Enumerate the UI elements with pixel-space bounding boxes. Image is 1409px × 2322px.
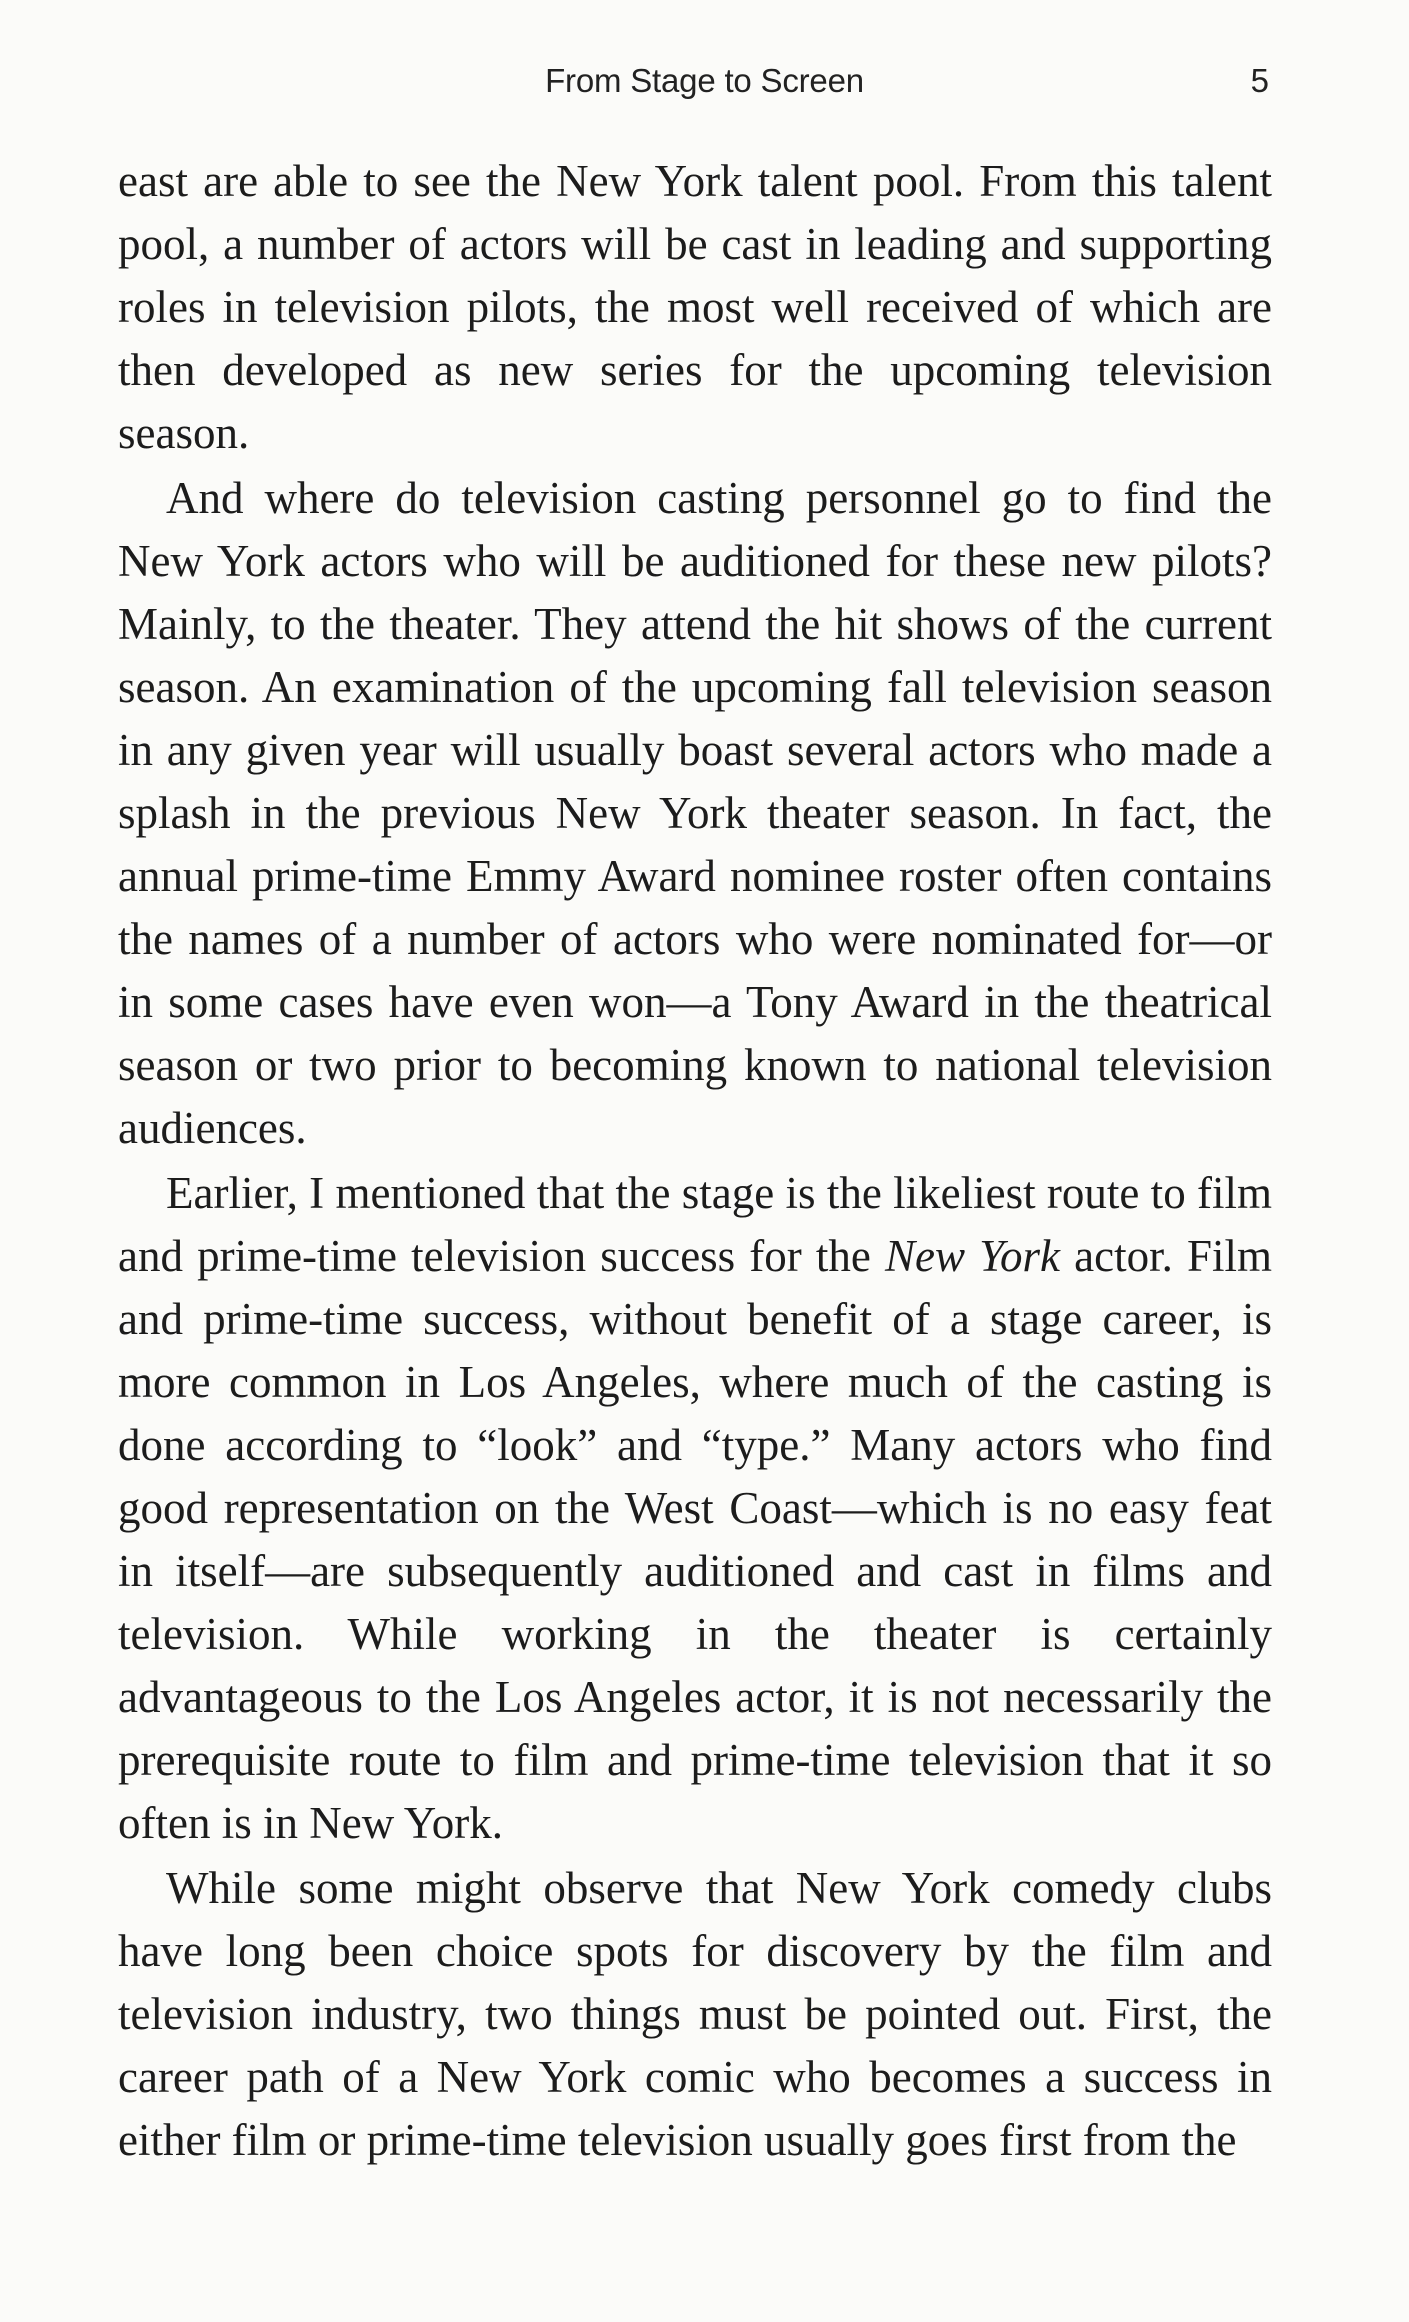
paragraph-continuation [118, 150, 1272, 465]
paragraph-text: And where do television casting personnel go to find the New York actors who will be auditioned for these new pilots? Mainly, to the theater. They attend the hit shows of the current season. An examination of the upcoming fall television season in any given year will usually boast several actors who made a splash in the previous New York theater season. In fact, the annual prime-time Emmy Award nominee roster often contains the names of a number of actors who were nominated for—or in some cases have even won—a Tony Award in the theatrical season or two prior to becoming known to national television audiences. [118, 473, 1272, 1153]
body-text [118, 150, 1272, 2172]
paragraph-text: east are able to see the New York talent pool. From this talent pool, a number of actors will be cast in leading and supporting roles in television pilots, the most well received of which are then developed as new series for the upcoming television season. [118, 156, 1272, 458]
paragraph-text: actor. Film and prime-time success, without benefit of a stage career, is more common in Los Angeles, where much of the casting is done according to “look” and “type.” Many actors who find good representation on the West Coast—which is no easy feat in itself—are subsequently auditioned and cast in films and television. While working in the theater is certainly advantageous to the Los Angeles actor, it is not necessarily the prerequisite route to film and prime-time television that it so often is in New York. [118, 1231, 1272, 1848]
paragraph-new-york-actor [118, 1162, 1272, 1855]
running-title: From Stage to Screen [545, 62, 864, 99]
page-number: 5 [1250, 62, 1269, 99]
paragraph-casting [118, 467, 1272, 1160]
paragraph-text: While some might observe that New York comedy clubs have long been choice spots for discovery by the film and television industry, two things must be pointed out. First, the career path of a New York comic who becomes a success in either film or prime-time television usually goes first from the [118, 1863, 1272, 2165]
emphasized-text: New York [885, 1231, 1061, 1281]
running-head [0, 62, 1409, 110]
paragraph-comedy-clubs [118, 1857, 1272, 2172]
paragraph-text: Earlier, I mentioned that the stage is the likeliest route to film and prime-time television success for the [118, 1168, 1272, 1281]
